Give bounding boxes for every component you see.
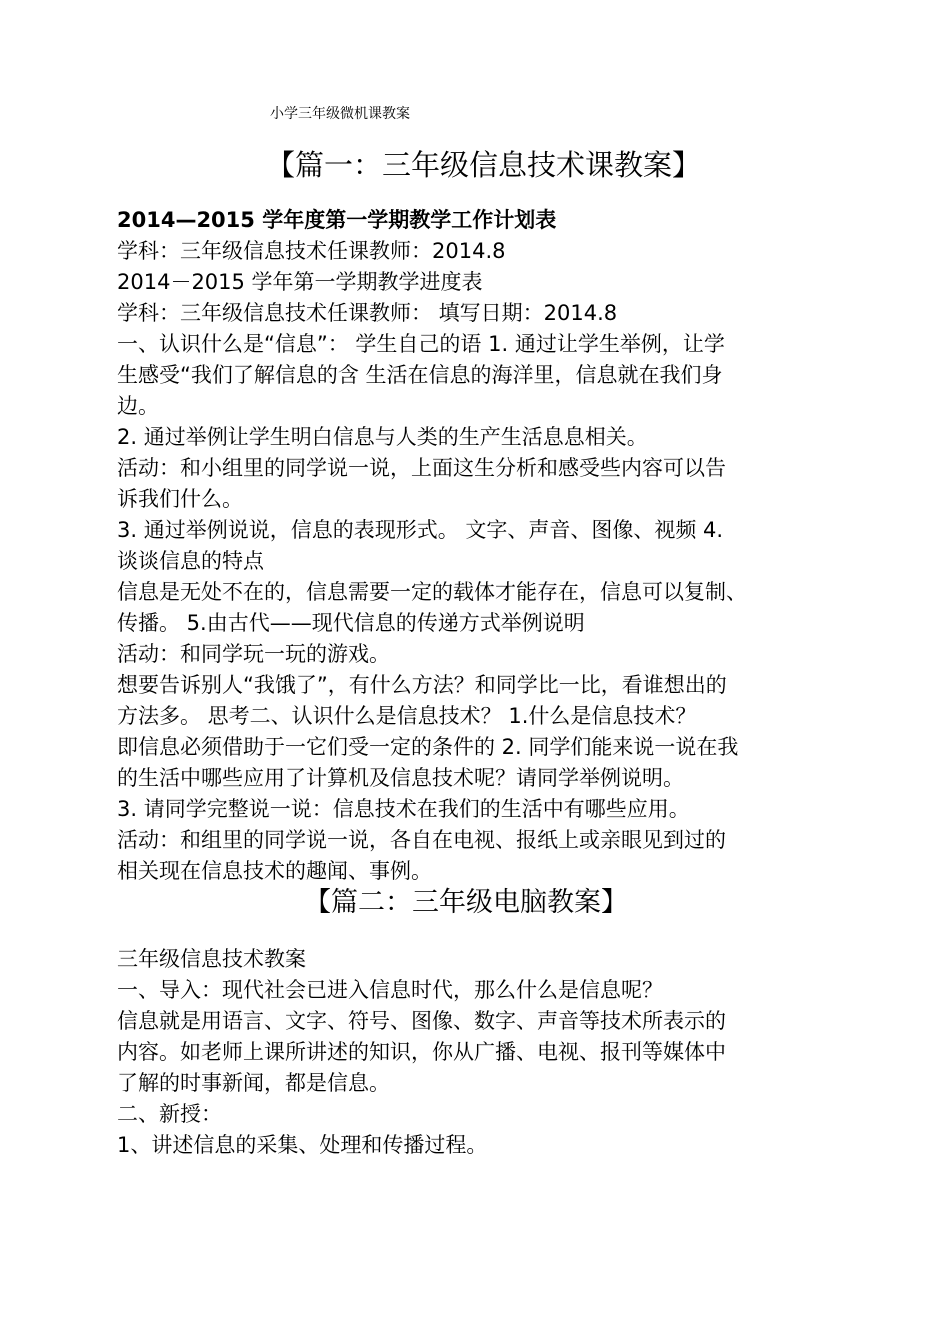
text-line: 生感受“我们了解信息的含 生活在信息的海洋里，信息就在我们身	[117, 363, 723, 387]
section-1-body	[117, 205, 837, 887]
text-line: 方法多。 思考二、认识什么是信息技术？ 1.什么是信息技术？	[117, 704, 697, 728]
text-line: 诉我们什么。	[117, 487, 243, 511]
text-line: 1、讲述信息的采集、处理和传播过程。	[117, 1133, 488, 1157]
text-line: 信息就是用语言、文字、符号、图像、数字、声音等技术所表示的	[117, 1009, 726, 1033]
text-line: 一、认识什么是“信息”： 学生自己的语 1. 通过让学生举例，让学	[117, 332, 725, 356]
text-line: 2014—2015 学年度第一学期教学工作计划表	[117, 208, 557, 232]
text-line: 了解的时事新闻，都是信息。	[117, 1071, 390, 1095]
text-line: 活动：和小组里的同学说一说，上面这生分析和感受些内容可以告	[117, 456, 726, 480]
text-line: 活动：和同学玩一玩的游戏。	[117, 642, 390, 666]
text-line: 学科：三年级信息技术任课教师： 填写日期：2014.8	[117, 301, 618, 325]
text-line: 学科：三年级信息技术任课教师：2014.8	[117, 239, 506, 263]
section-title-2: 【篇二：三年级电脑教案】	[304, 887, 628, 918]
text-line: 即信息必须借助于一它们受一定的条件的 2. 同学们能来说一说在我	[117, 735, 739, 759]
text-line: 2014－2015 学年第一学期教学进度表	[117, 270, 483, 294]
text-line: 三年级信息技术教案	[117, 947, 306, 971]
text-line: 3. 通过举例说说，信息的表现形式。 文字、声音、图像、视频 4.	[117, 518, 724, 542]
text-line: 二、新授：	[117, 1102, 222, 1126]
text-line: 一、导入：现代社会已进入信息时代，那么什么是信息呢？	[117, 978, 663, 1002]
section-title-1: 【篇一：三年级信息技术课教案】	[266, 148, 702, 182]
text-line: 活动：和组里的同学说一说，各自在电视、报纸上或亲眼见到过的	[117, 828, 726, 852]
text-line: 内容。如老师上课所讲述的知识，你从广播、电视、报刊等媒体中	[117, 1040, 726, 1064]
text-line: 相关现在信息技术的趣闻、事例。	[117, 859, 432, 883]
running-header: 小学三年级微机课教案	[270, 106, 410, 122]
section-2-body	[117, 944, 837, 1161]
text-line: 信息是无处不在的，信息需要一定的载体才能存在，信息可以复制、	[117, 580, 747, 604]
text-line: 谈谈信息的特点	[117, 549, 264, 573]
text-line: 的生活中哪些应用了计算机及信息技术呢？请同学举例说明。	[117, 766, 684, 790]
text-line: 边。	[117, 394, 159, 418]
text-line: 想要告诉别人“我饿了”，有什么方法？和同学比一比，看谁想出的	[117, 673, 727, 697]
text-line: 传播。 5.由古代——现代信息的传递方式举例说明	[117, 611, 585, 635]
text-line: 3. 请同学完整说一说：信息技术在我们的生活中有哪些应用。	[117, 797, 690, 821]
text-line: 2. 通过举例让学生明白信息与人类的生产生活息息相关。	[117, 425, 648, 449]
